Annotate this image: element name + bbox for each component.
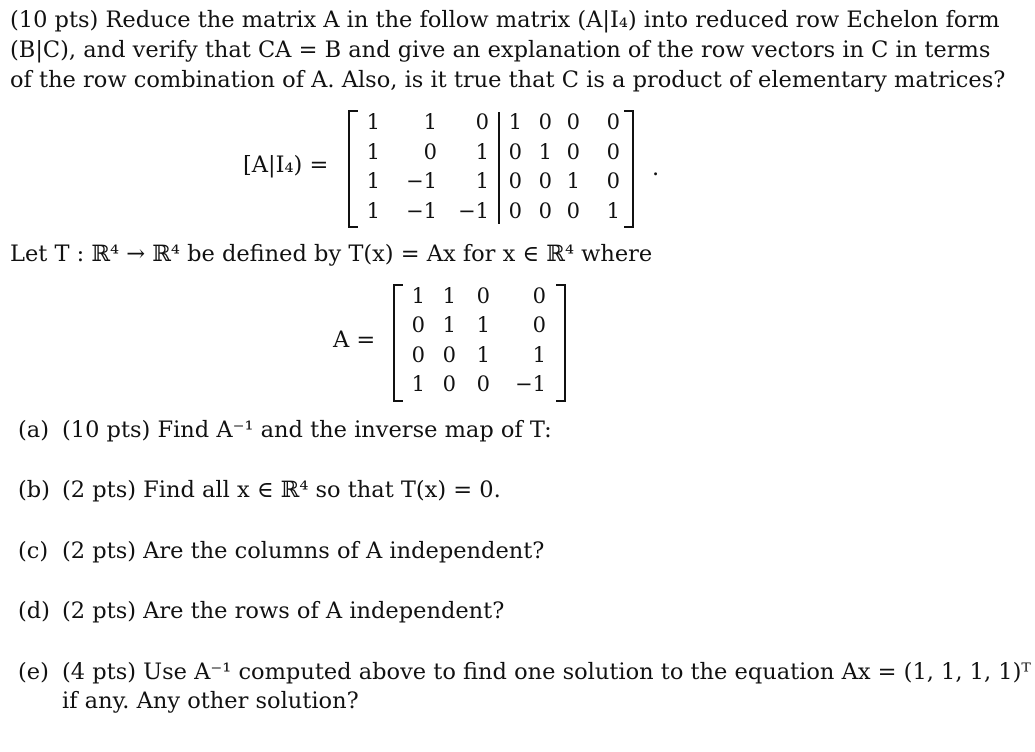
matrix-a-cell: 0 [442, 343, 456, 367]
augmented-matrix-cell: 0 [566, 199, 580, 223]
part-c-marker: (c) [18, 538, 49, 564]
augmented-matrix-cell: 0 [566, 140, 580, 164]
matrix-a-label: A = [333, 327, 376, 353]
augmented-matrix-cell: 1 [566, 169, 580, 193]
matrix-a-cell: 0 [411, 343, 425, 367]
part-a-marker: (a) [18, 417, 49, 443]
part-e-text: (4 pts) Use A⁻¹ computed above to find one solution to the equation Ax = (1, 1, 1, 1)ᵀ [62, 659, 1031, 685]
matrix-a-cell: 0 [532, 284, 546, 308]
part-d-text: (2 pts) Are the rows of A independent? [62, 598, 505, 624]
definition-line: Let T : ℝ⁴ → ℝ⁴ be defined by T(x) = Ax for x ∈ ℝ⁴ where [10, 241, 653, 267]
augmented-matrix-cell: 0 [538, 169, 552, 193]
matrix-a-cell: 1 [411, 372, 425, 396]
augmented-matrix-cell: −1 [406, 169, 437, 193]
augmented-matrix-cell: 0 [538, 199, 552, 223]
augmented-matrix-cell: 0 [566, 110, 580, 134]
matrix-a-cell: 0 [476, 372, 490, 396]
intro-line-1: (10 pts) Reduce the matrix A in the follow matrix (A|I₄) into reduced row Echelon form [10, 7, 1000, 33]
augmented-matrix-cell: 1 [538, 140, 552, 164]
matrix-a-cell: 1 [476, 343, 490, 367]
matrix-a-cell: 1 [532, 343, 546, 367]
augmented-right-bracket [624, 110, 634, 228]
augmented-matrix-cell: 0 [606, 140, 620, 164]
augmented-matrix-cell: 1 [475, 169, 489, 193]
augmented-matrix-cell: 1 [423, 110, 437, 134]
augmented-matrix-cell: 0 [475, 110, 489, 134]
augmented-matrix-cell: 0 [508, 169, 522, 193]
part-e-marker: (e) [18, 659, 49, 685]
part-c-text: (2 pts) Are the columns of A independent? [62, 538, 545, 564]
augmented-matrix-cell: 0 [606, 110, 620, 134]
augmented-matrix-cell: 0 [606, 169, 620, 193]
augmented-matrix-cell: 1 [366, 199, 380, 223]
part-b-marker: (b) [18, 477, 50, 503]
matrix-a-cell: 1 [411, 284, 425, 308]
part-e-text-line-2: if any. Any other solution? [62, 688, 359, 714]
augmented-matrix-label: [A|I₄) = [243, 152, 329, 178]
matrix-a-cell: 1 [476, 313, 490, 337]
augmented-matrix-cell: 0 [508, 140, 522, 164]
augmented-matrix-cell: 1 [606, 199, 620, 223]
intro-line-2: (B|C), and verify that CA = B and give an explanation of the row vectors in C in terms [10, 37, 991, 63]
matrix-a-right-bracket [556, 284, 566, 402]
augmented-matrix-cell: 0 [508, 199, 522, 223]
augmented-matrix-cell: 1 [366, 110, 380, 134]
augmented-matrix-cell: −1 [458, 199, 489, 223]
augmented-matrix-cell: 1 [366, 169, 380, 193]
augmented-matrix-cell: 0 [423, 140, 437, 164]
augmented-matrix-cell: 0 [538, 110, 552, 134]
intro-line-3: of the row combination of A. Also, is it true that C is a product of elementary matrices? [10, 67, 1006, 93]
augmented-period: . [652, 155, 660, 181]
augmented-matrix-cell: −1 [406, 199, 437, 223]
augmented-matrix-cell: 1 [508, 110, 522, 134]
matrix-a-cell: 0 [532, 313, 546, 337]
augmented-matrix-cell: 1 [366, 140, 380, 164]
matrix-a-cell: 0 [476, 284, 490, 308]
augmented-matrix-cell: 1 [475, 140, 489, 164]
matrix-a-cell: 1 [442, 284, 456, 308]
matrix-a-cell: 0 [442, 372, 456, 396]
matrix-a-cell: 1 [442, 313, 456, 337]
part-d-marker: (d) [18, 598, 50, 624]
matrix-a-cell: 0 [411, 313, 425, 337]
matrix-a-cell: −1 [515, 372, 546, 396]
part-a-text: (10 pts) Find A⁻¹ and the inverse map of T: [62, 417, 552, 443]
part-b-text: (2 pts) Find all x ∈ ℝ⁴ so that T(x) = 0. [62, 477, 501, 503]
